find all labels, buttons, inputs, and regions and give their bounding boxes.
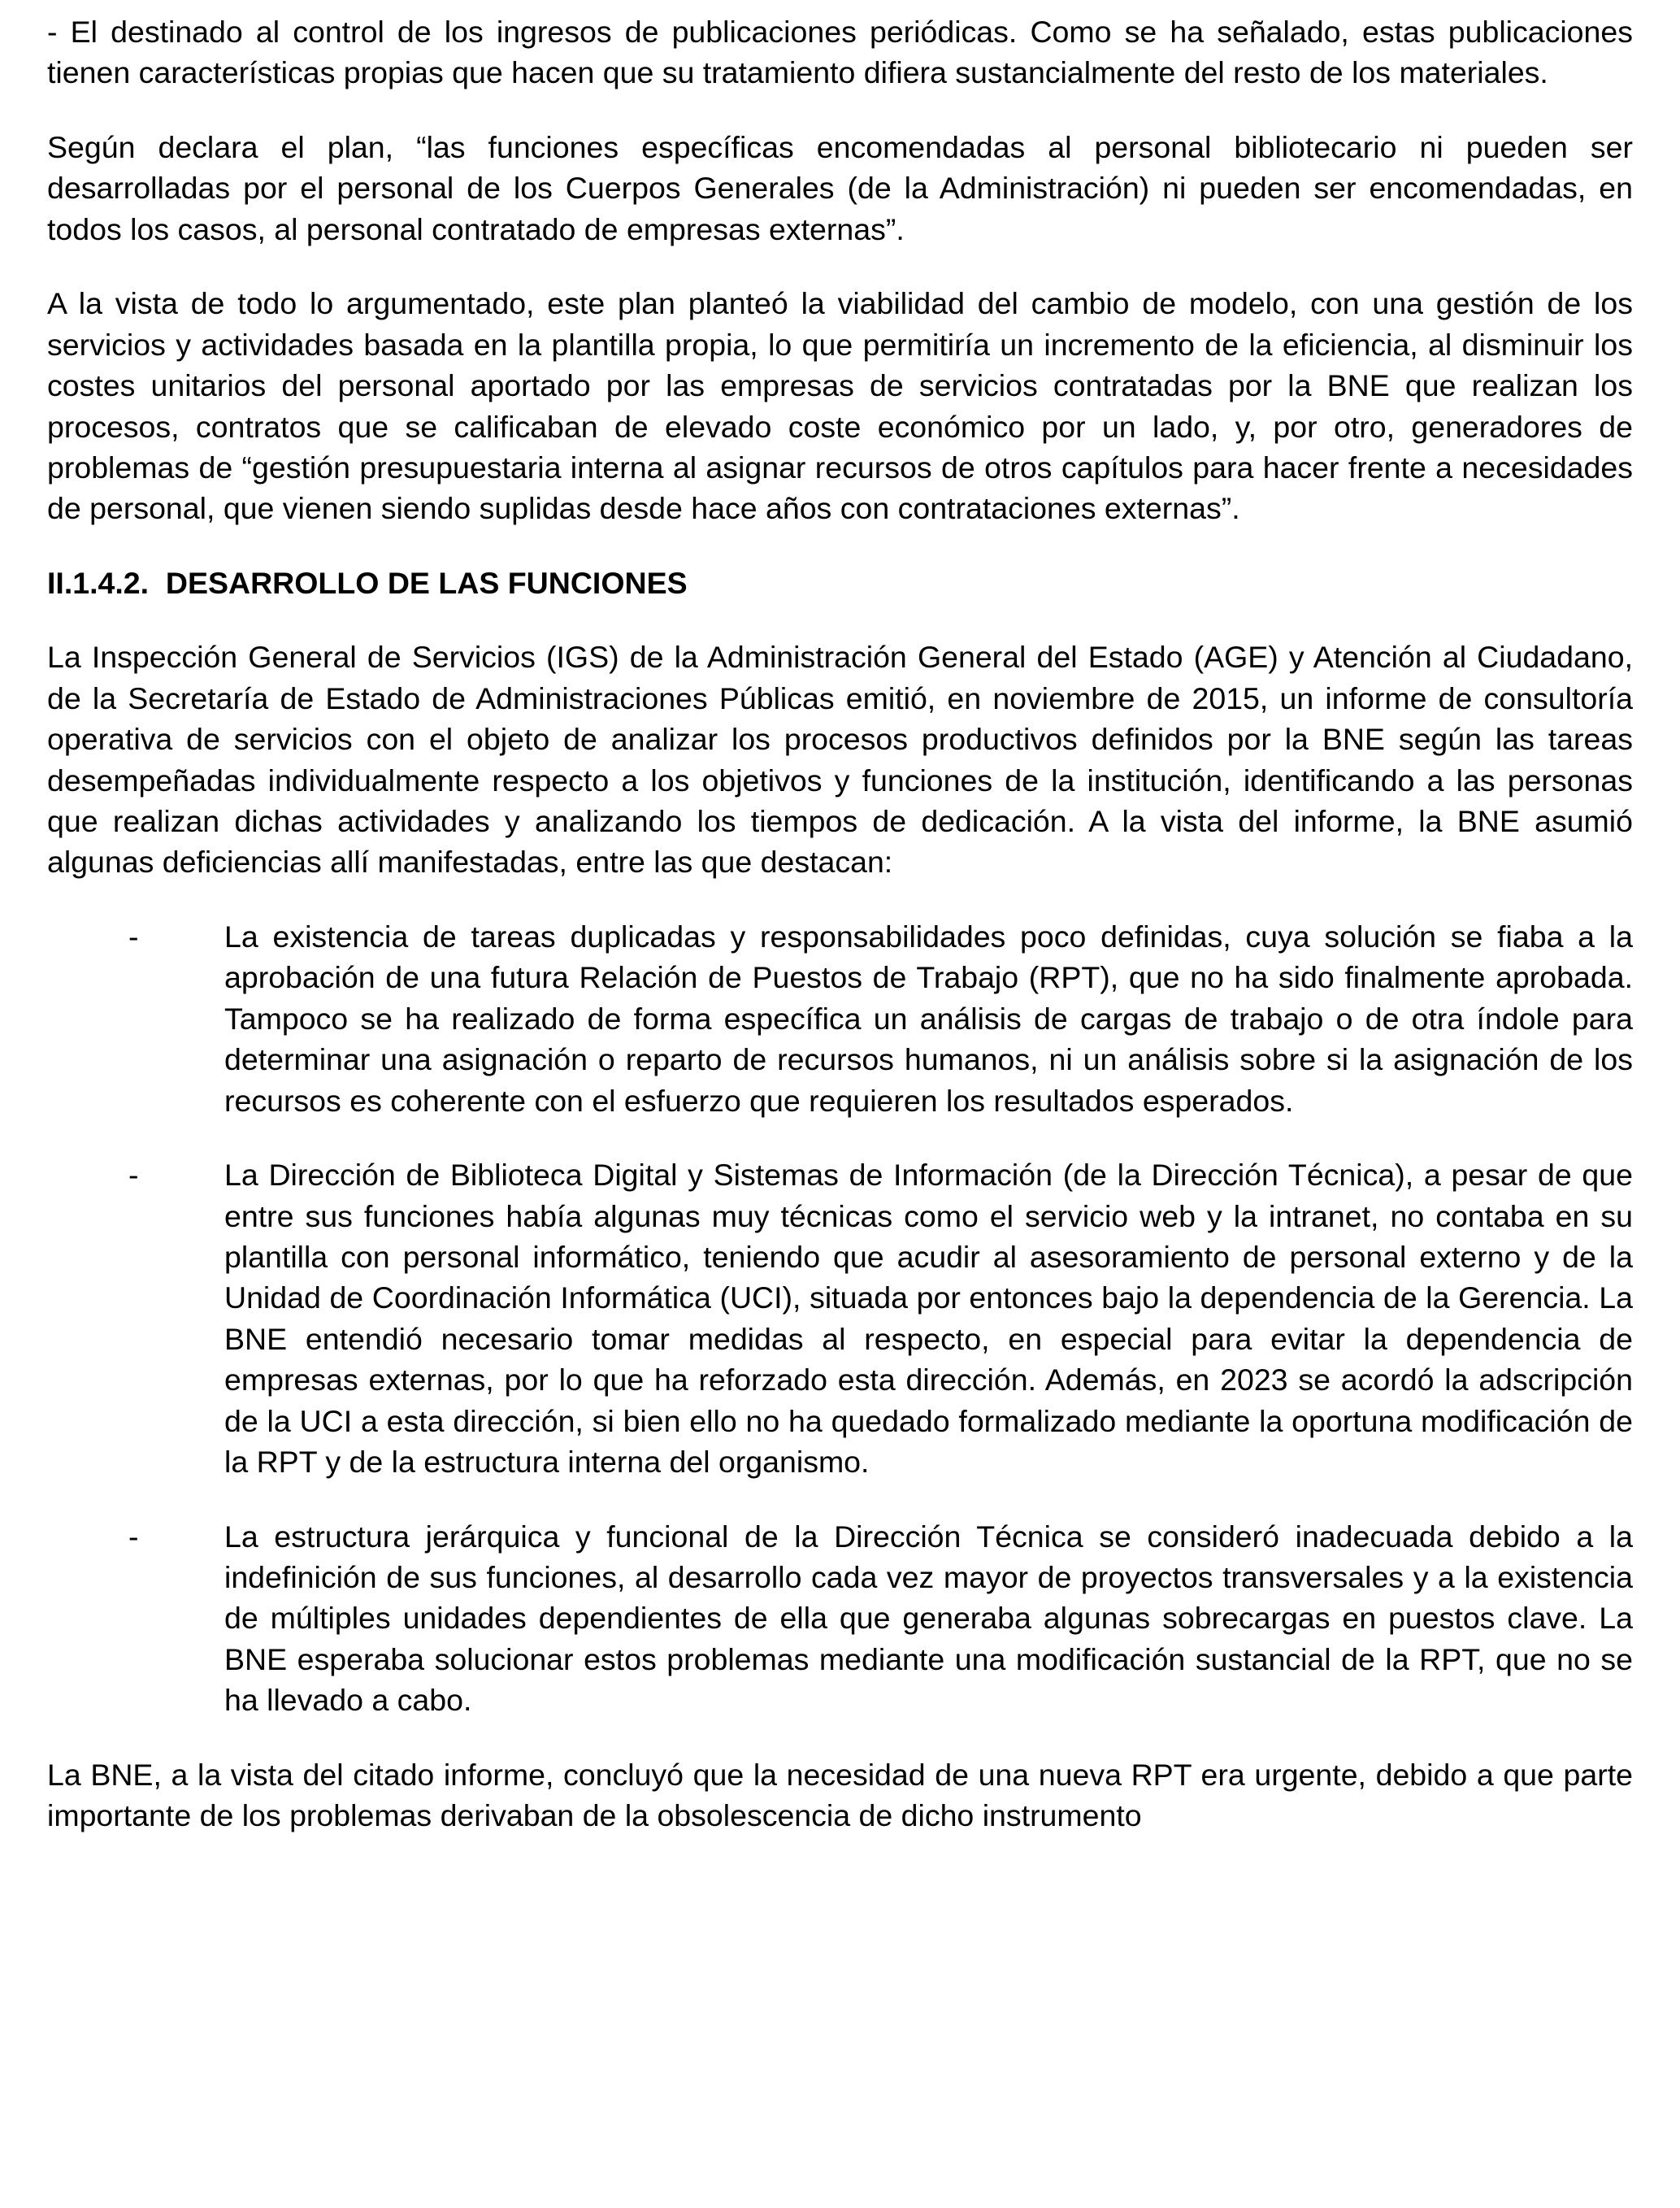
deficiencies-list	[47, 916, 1633, 1721]
paragraph-periodicals-control: - El destinado al control de los ingresos de publicaciones periódicas. Como se ha señalado, estas publicaciones tienen características propias que hacen que su tratamiento difiera sustancialmente del resto de los materiales.	[47, 15, 1633, 90]
list-item-text: La Dirección de Biblioteca Digital y Sistemas de Información (de la Dirección Técnica), a pesar de que entre sus funciones había algunas muy técnicas como el servicio web y la intranet, no contaba en su plantilla con personal informático, teniendo que acudir al asesoramiento de personal externo y de la Unidad de Coordinación Informática (UCI), situada por entonces bajo la dependencia de la Gerencia. La BNE entendió necesario tomar medidas al respecto, en especial para evitar la dependencia de empresas externas, por lo que ha reforzado esta dirección. Además, en 2023 se acordó la adscripción de la UCI a esta dirección, si bien ello no ha quedado formalizado mediante la oportuna modificación de la RPT y de la estructura interna del organismo.	[224, 1158, 1633, 1480]
list-item-text: La existencia de tareas duplicadas y responsabilidades poco definidas, cuya solución se fiaba a la aprobación de una futura Relación de Puestos de Trabajo (RPT), que no ha sido finalmente aprobada. Tampoco se ha realizado de forma específica un análisis de cargas de trabajo o de otra índole para determinar una asignación o reparto de recursos humanos, ni un análisis sobre si la asignación de los recursos es coherente con el esfuerzo que requieren los resultados esperados.	[224, 919, 1633, 1118]
list-item-text: La estructura jerárquica y funcional de la Dirección Técnica se consideró inadecuada debido a la indefinición de sus funciones, al desarrollo cada vez mayor de proyectos transversales y a la existencia de múltiples unidades dependientes de ella que generaba algunas sobrecargas en puestos clave. La BNE esperaba solucionar estos problemas mediante una modificación sustancial de la RPT, que no se ha llevado a cabo.	[224, 1519, 1633, 1718]
paragraph-closing: La BNE, a la vista del citado informe, concluyó que la necesidad de una nueva RPT era urgente, debido a que parte importante de los problemas derivaban de la obsolescencia de dicho instrumento	[47, 1757, 1633, 1833]
list-item	[47, 1516, 1633, 1721]
paragraph-model-change: A la vista de todo lo argumentado, este plan planteó la viabilidad del cambio de modelo, con una gestión de los servicios y actividades basada en la plantilla propia, lo que permitiría un incremento de la eficiencia, al disminuir los costes unitarios del personal aportado por las empresas de servicios contratadas por la BNE que realizan los procesos, contratos que se calificaban de elevado coste económico por un lado, y, por otro, generadores de problemas de “gestión presupuestaria interna al asignar recursos de otros capítulos para hacer frente a necesidades de personal, que vienen siendo suplidas desde hace años con contrataciones externas”.	[47, 286, 1633, 526]
paragraph-igs-report: La Inspección General de Servicios (IGS) de la Administración General del Estado (AGE) y Atención al Ciudadano, de la Secretaría de Estado de Administraciones Públicas emitió, en noviembre de 2015, un informe de consultoría operativa de servicios con el objeto de analizar los procesos productivos definidos por la BNE según las tareas desempeñadas individualmente respecto a los objetivos y funciones de la institución, identificando a las personas que realizan dichas actividades y analizando los tiempos de dedicación. A la vista del informe, la BNE asumió algunas deficiencias allí manifestadas, entre las que destacan:	[47, 640, 1633, 880]
section-heading: II.1.4.2. DESARROLLO DE LAS FUNCIONES	[47, 565, 688, 600]
paragraph-plan-declaration: Según declara el plan, “las funciones específicas encomendadas al personal bibliotecario ni pueden ser desarrolladas por el personal de los Cuerpos Generales (de la Administración) ni pueden ser encomendadas, en todos los casos, al personal contratado de empresas externas”.	[47, 129, 1633, 246]
bullet-dash-icon: -	[128, 919, 139, 954]
list-item	[47, 916, 1633, 1121]
bullet-dash-icon: -	[128, 1519, 139, 1554]
list-item	[47, 1154, 1633, 1483]
bullet-dash-icon: -	[128, 1158, 139, 1193]
